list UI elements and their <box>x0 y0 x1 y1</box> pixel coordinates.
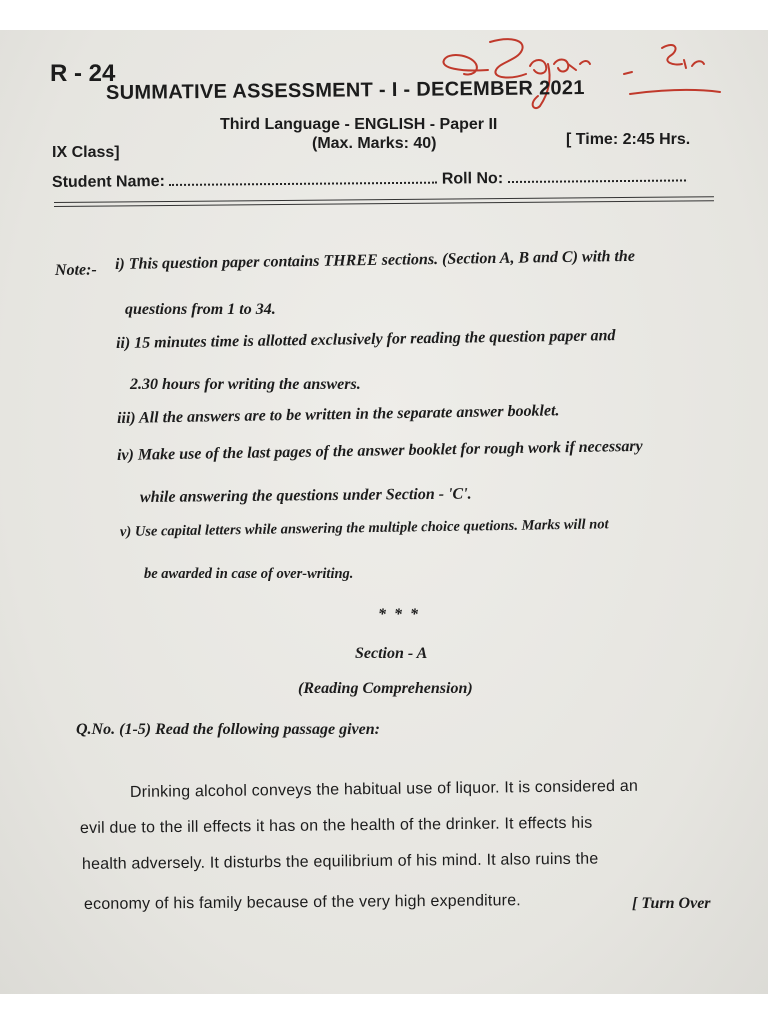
max-marks: (Max. Marks: 40) <box>312 135 437 152</box>
passage-line: Drinking alcohol conveys the habitual use of liquor. It is considered an <box>129 777 639 801</box>
student-name-field <box>169 172 437 186</box>
student-name-label: Student Name: <box>51 173 165 191</box>
question-heading: Q.No. (1-5) Read the following passage given: <box>76 721 380 738</box>
passage-line: evil due to the ill effects it has on the health of the drinker. It effects his <box>79 814 593 837</box>
roll-no-label: Roll No: <box>441 170 504 188</box>
note-line: while answering the questions under Section - 'C'. <box>139 485 472 506</box>
note-line: i) This question paper contains THREE sections. (Section A, B and C) with the <box>114 247 635 273</box>
section-title: Section - A <box>355 645 428 662</box>
exam-title: SUMMATIVE ASSESSMENT - I - DECEMBER 2021 <box>105 76 585 104</box>
passage-line: health adversely. It disturbs the equilibrium of his mind. It also ruins the <box>81 850 599 873</box>
section-subtitle: (Reading Comprehension) <box>298 680 473 697</box>
note-line: questions from 1 to 34. <box>125 301 276 318</box>
note-line: 2.30 hours for writing the answers. <box>130 376 361 393</box>
note-line: iv) Make use of the last pages of the answer booklet for rough work if necessary <box>116 437 643 464</box>
note-line: be awarded in case of over-writing. <box>144 566 354 582</box>
subject-line: Third Language - ENGLISH - Paper II <box>220 116 498 133</box>
turn-over: [ Turn Over <box>632 895 711 912</box>
note-line: ii) 15 minutes time is allotted exclusively for reading the question paper and <box>115 327 616 352</box>
paper-code: R - 24 <box>50 60 116 87</box>
note-label: Note:- <box>54 261 97 279</box>
note-line: iii) All the answers are to be written in the separate answer booklet. <box>116 402 560 427</box>
class-label: IX Class] <box>52 144 120 161</box>
note-line: v) Use capital letters while answering the multiple choice quetions. Marks will not <box>119 516 609 540</box>
time-allowed: [ Time: 2:45 Hrs. <box>566 131 691 148</box>
roll-no-field <box>508 169 686 183</box>
passage-line: economy of his family because of the very high expenditure. <box>83 892 521 913</box>
section-separator: * * * <box>378 606 420 623</box>
